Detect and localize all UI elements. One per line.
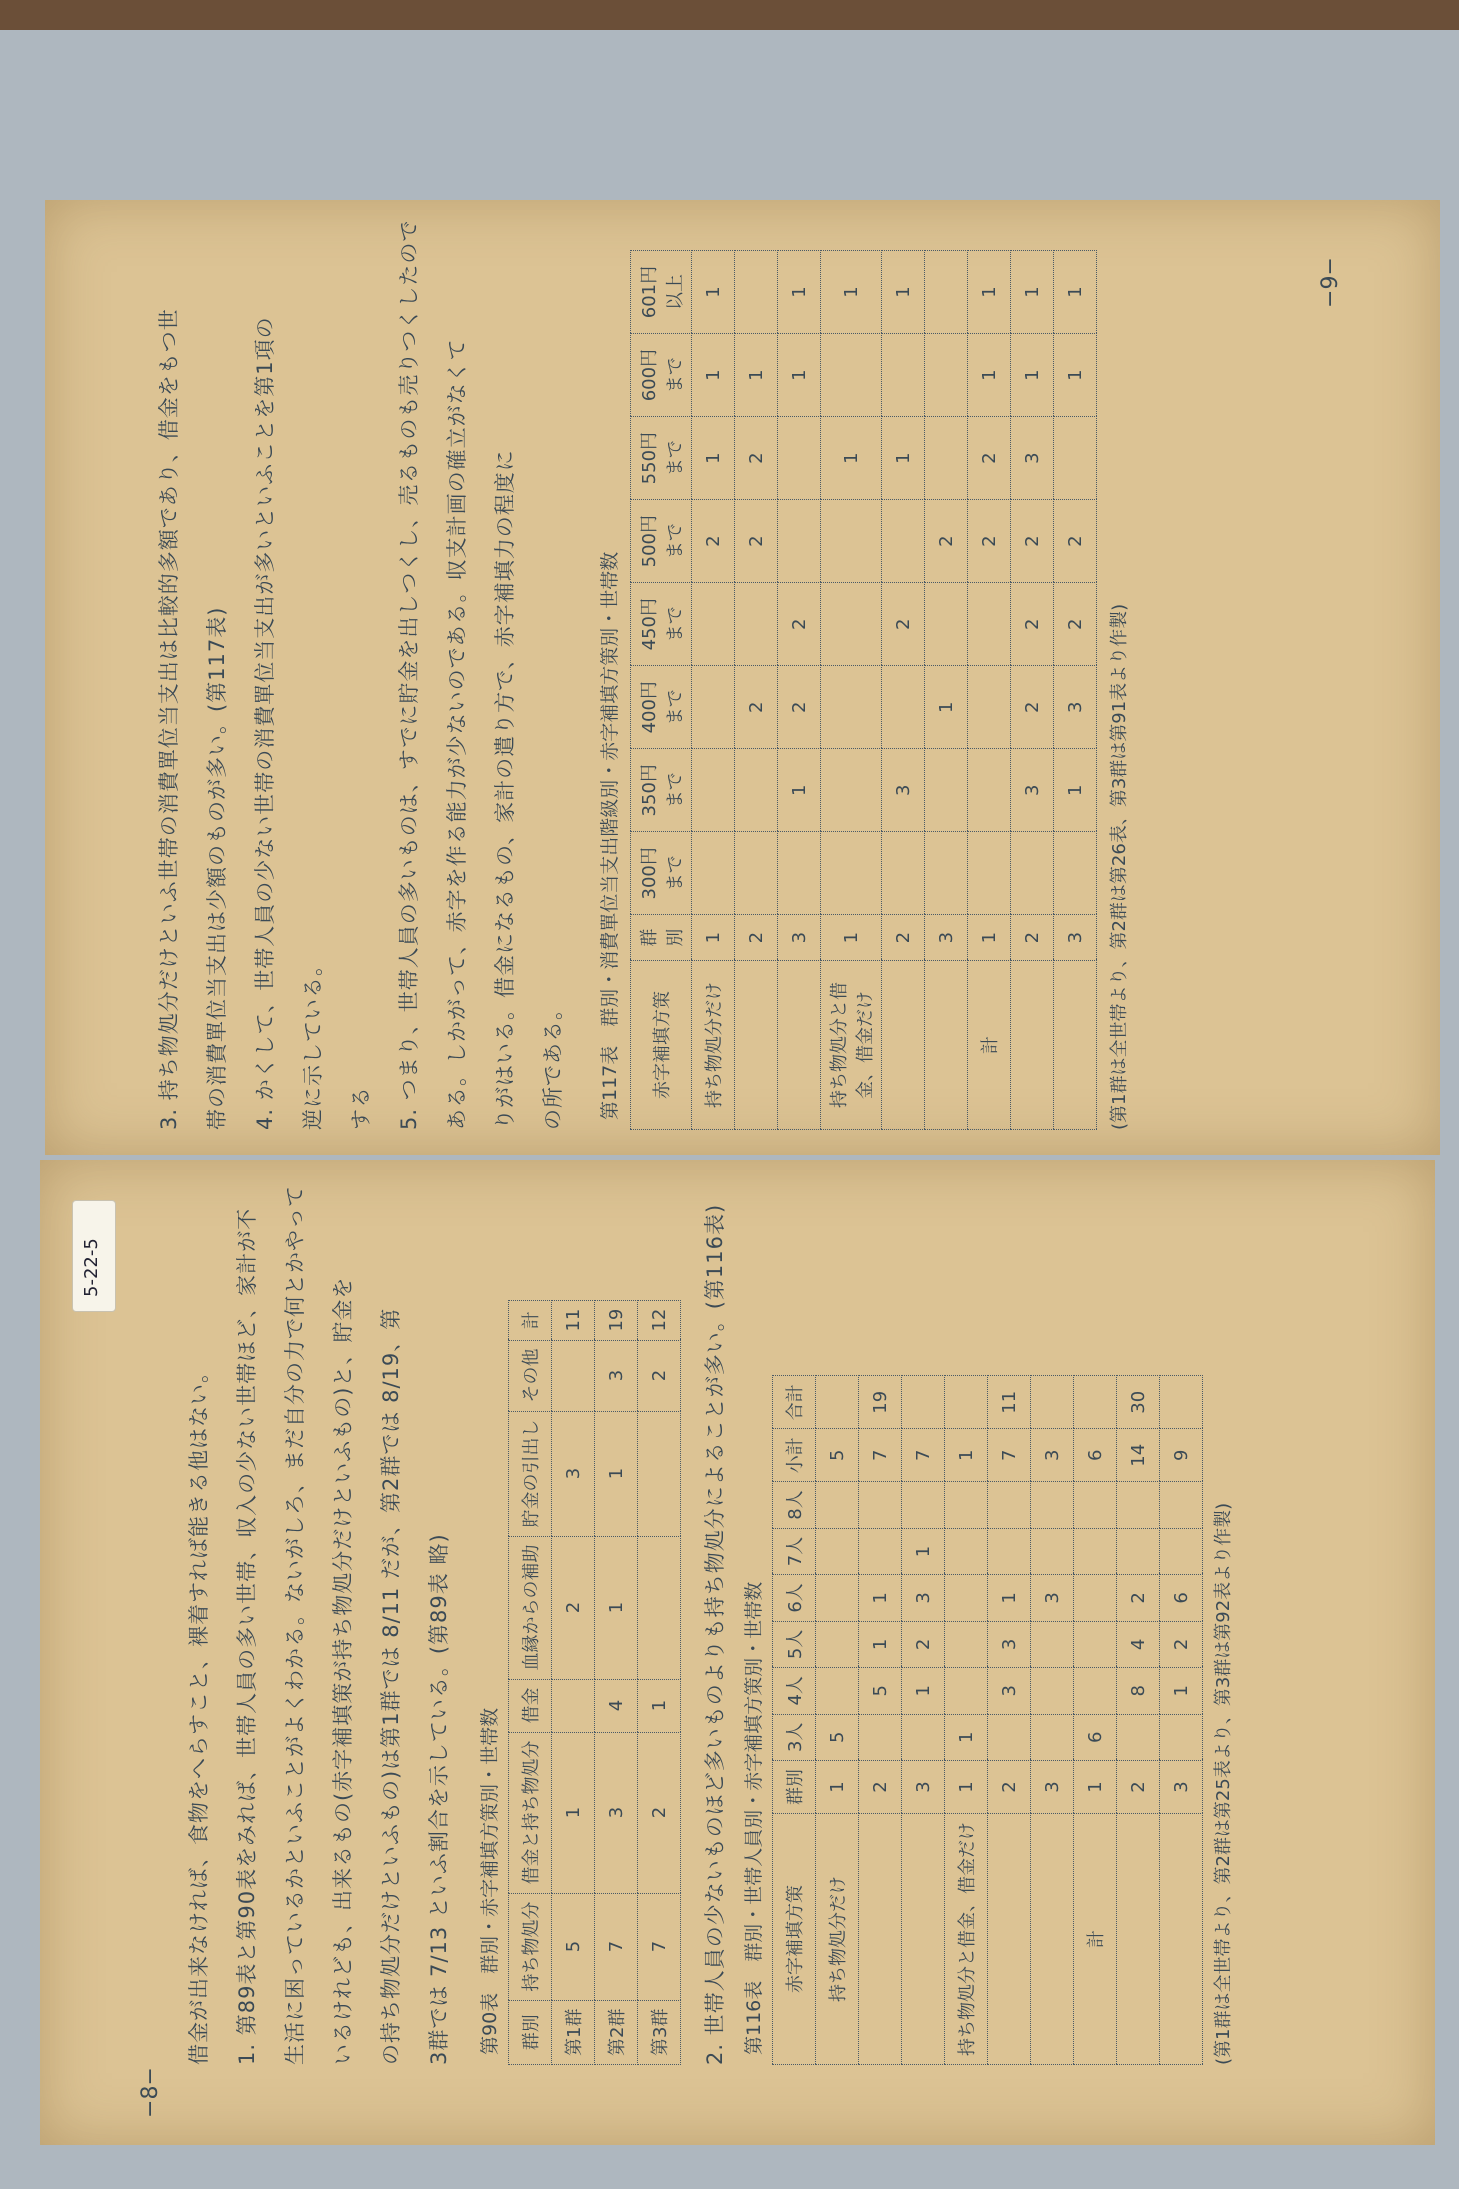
table-cell (735, 583, 778, 666)
table-cell (1160, 1376, 1203, 1429)
table-cell (821, 334, 882, 417)
table-cell: 1 (945, 1429, 988, 1482)
table-cell (816, 1621, 859, 1667)
paragraph: 5. つまり、世帯人員の多いものは、すでに貯金を出しつくし、売るものも売りつくしたので (397, 219, 421, 1130)
paragraph: ある。しかがって、赤字を作る能力が少ないのである。収支計画の確立がなくて (445, 338, 469, 1130)
table-cell (945, 1376, 988, 1429)
table-cell (988, 1814, 1031, 2065)
wood-background (0, 0, 1459, 30)
table-header-cell: 3人 (773, 1714, 816, 1760)
table-cell: 2 (692, 500, 735, 583)
table-cell (1117, 1714, 1160, 1760)
table-row (945, 1376, 988, 2065)
table-cell: 1 (902, 1668, 945, 1714)
table-cell (1117, 1482, 1160, 1528)
table-cell (859, 1482, 902, 1528)
table-cell: 1 (778, 251, 821, 334)
paragraph: の持ち物処分だけといふもの)は第1群では 8/11 だが、第2群では 8/19、第 (379, 1307, 403, 2065)
table-cell (925, 417, 968, 500)
table-cell (882, 960, 925, 1129)
table-cell: 7 (988, 1429, 1031, 1482)
table-cell (902, 1814, 945, 2065)
table-title: 第117表 群別・消費單位当支出階級別・赤字補填方策別・世帯数 (599, 551, 621, 1120)
table-note: (第1群は全世帯より、第2群は第25表より、第3群は第92表より作製) (1213, 1502, 1234, 2065)
table-cell (988, 1714, 1031, 1760)
archive-label: 5-22-5 (81, 1238, 102, 1297)
table-cell: 6 (1074, 1714, 1117, 1760)
table-cell (945, 1528, 988, 1574)
table-cell (925, 334, 968, 417)
table-cell: 2 (1011, 500, 1054, 583)
table-cell (816, 1482, 859, 1528)
table-row (988, 1376, 1031, 2065)
table-cell: 2 (638, 1732, 681, 1893)
table-cell (778, 960, 821, 1129)
table-cell (882, 334, 925, 417)
table-cell (778, 417, 821, 500)
table-row (816, 1376, 859, 2065)
table-cell: 3 (988, 1621, 1031, 1667)
paragraph: 逆に示している。 (301, 954, 325, 1130)
table-header-cell: 601円以上 (631, 251, 692, 334)
table-header-row (631, 251, 692, 1130)
table-cell: 1 (821, 251, 882, 334)
table-row (778, 251, 821, 1130)
table-cell (1074, 1528, 1117, 1574)
table-cell: 計 (968, 960, 1011, 1129)
table-row (1117, 1376, 1160, 2065)
table-cell: 1 (595, 1411, 638, 1536)
table-cell: 2 (1117, 1575, 1160, 1621)
table-row (735, 251, 778, 1130)
table-cell (735, 749, 778, 832)
table-cell: 第1群 (552, 2000, 595, 2064)
table-cell: 3 (882, 749, 925, 832)
table-cell (1160, 1814, 1203, 2065)
table-cell (1031, 1482, 1074, 1528)
table-cell (882, 666, 925, 749)
table-header-cell: 550円まで (631, 417, 692, 500)
table-cell (1074, 1668, 1117, 1714)
table-cell (925, 749, 968, 832)
table-header-cell: 群別 (509, 2000, 552, 2064)
table-cell (925, 832, 968, 915)
table-header-cell: その他 (509, 1340, 552, 1411)
table-cell: 12 (638, 1300, 681, 1340)
paragraph: の所である。 (541, 998, 565, 1130)
table-cell (816, 1668, 859, 1714)
table-row (692, 251, 735, 1130)
table-cell: 2 (859, 1761, 902, 1814)
table-cell: 2 (968, 417, 1011, 500)
table-header-cell: 4人 (773, 1668, 816, 1714)
table-cell: 1 (1054, 334, 1097, 417)
table-header-cell: 赤字補填方策 (773, 1814, 816, 2065)
table-cell: 1 (968, 334, 1011, 417)
table-cell (552, 1679, 595, 1732)
archive-label-tag (72, 1200, 116, 1312)
table-header-cell: 600円まで (631, 334, 692, 417)
table-header-cell: 合計 (773, 1376, 816, 1429)
table-cell: 2 (1011, 915, 1054, 961)
table-cell (1054, 960, 1097, 1129)
table-cell: 1 (595, 1536, 638, 1679)
table-cell: 9 (1160, 1429, 1203, 1482)
table-cell: 3 (988, 1668, 1031, 1714)
table-cell (988, 1528, 1031, 1574)
table-cell: 3 (1031, 1575, 1074, 1621)
table-cell: 7 (638, 1893, 681, 2000)
table-cell: 2 (735, 915, 778, 961)
table-cell: 7 (902, 1429, 945, 1482)
table-cell: 持ち物処分と借金、借金だけ (945, 1814, 988, 2065)
page-9-content (145, 219, 1131, 1130)
table-header-cell: 赤字補填方策 (631, 960, 692, 1129)
table-cell (968, 749, 1011, 832)
table-title: 第90表 群別・赤字補填方策別・世帯数 (479, 1707, 501, 2055)
table-cell (816, 1528, 859, 1574)
table-row (552, 1300, 595, 2064)
table-cell: 2 (1054, 583, 1097, 666)
table-cell: 1 (988, 1575, 1031, 1621)
table-cell (859, 1814, 902, 2065)
table-cell: 1 (968, 915, 1011, 961)
table-cell (821, 583, 882, 666)
table-cell: 1 (816, 1761, 859, 1814)
table-row (1074, 1376, 1117, 2065)
table-cell: 5 (816, 1714, 859, 1760)
table-row (882, 251, 925, 1130)
table-cell: 19 (859, 1376, 902, 1429)
table-cell: 7 (595, 1893, 638, 2000)
page-number: −9− (1317, 257, 1343, 308)
table-cell (692, 583, 735, 666)
table-cell: 1 (859, 1621, 902, 1667)
table-cell: 1 (882, 417, 925, 500)
table-cell (552, 1340, 595, 1411)
table-cell: 8 (1117, 1668, 1160, 1714)
table-cell (902, 1376, 945, 1429)
table-cell: 1 (1011, 251, 1054, 334)
table-note: (第1群は全世帯より、第2群は第26表、第3群は第91表より作製) (1109, 603, 1130, 1130)
table-header-cell: 貯金の引出し (509, 1411, 552, 1536)
table-cell (735, 251, 778, 334)
table-row (1054, 251, 1097, 1130)
table-cell (945, 1575, 988, 1621)
paragraph: 2. 世帯人員の少ないものほど多いものよりも持ち物処分によることが多い。(第116表) (703, 1203, 727, 2065)
table-cell: 3 (1031, 1761, 1074, 1814)
table-row (859, 1376, 902, 2065)
table-116 (772, 1375, 1203, 2065)
table-117 (630, 250, 1097, 1130)
table-cell: 3 (552, 1411, 595, 1536)
table-cell: 6 (1074, 1429, 1117, 1482)
page-8-content (175, 1185, 1235, 2065)
table-cell: 2 (778, 583, 821, 666)
table-header-cell: 小計 (773, 1429, 816, 1482)
page-number: −8− (137, 2067, 163, 2118)
table-header-cell: 350円まで (631, 749, 692, 832)
table-header-cell: 450円まで (631, 583, 692, 666)
table-cell: 2 (1160, 1621, 1203, 1667)
table-cell: 30 (1117, 1376, 1160, 1429)
table-cell: 4 (1117, 1621, 1160, 1667)
table-cell: 2 (988, 1761, 1031, 1814)
table-cell (692, 832, 735, 915)
table-cell (778, 832, 821, 915)
table-cell: 1 (821, 417, 882, 500)
table-cell: 3 (595, 1340, 638, 1411)
table-row (1160, 1376, 1203, 2065)
paragraph: 生活に困っているかといふことがよくわかる。ないがしろ、まだ自分の力で何とかやって (283, 1185, 307, 2065)
table-cell: 1 (925, 666, 968, 749)
table-cell (821, 832, 882, 915)
table-cell: 2 (735, 417, 778, 500)
table-header-row (509, 1300, 552, 2064)
table-cell: 2 (882, 915, 925, 961)
table-header-cell: 300円まで (631, 832, 692, 915)
table-cell: 3 (778, 915, 821, 961)
table-header-cell: 5人 (773, 1621, 816, 1667)
table-cell: 持ち物処分と借金、借金だけ (821, 960, 882, 1129)
table-cell (902, 1482, 945, 1528)
table-cell: 2 (778, 666, 821, 749)
table-cell: 1 (692, 915, 735, 961)
table-cell (945, 1621, 988, 1667)
table-title: 第116表 群別・世帯人員別・赤字補填方策別・世帯数 (743, 1581, 765, 2055)
table-cell (1117, 1528, 1160, 1574)
table-cell: 持ち物処分だけ (692, 960, 735, 1129)
table-cell: 1 (968, 251, 1011, 334)
table-row (968, 251, 1011, 1130)
table-header-cell: 血縁からの補助 (509, 1536, 552, 1679)
table-cell (1074, 1621, 1117, 1667)
table-cell (1031, 1528, 1074, 1574)
table-cell: 3 (1011, 417, 1054, 500)
table-cell (1074, 1376, 1117, 1429)
paragraph: 4. かくして、世帯人員の少ない世帯の消費單位当支出が多いといふことを第1項の (253, 316, 277, 1130)
table-cell: 6 (1160, 1575, 1203, 1621)
table-cell (821, 500, 882, 583)
table-cell: 5 (859, 1668, 902, 1714)
table-cell (692, 749, 735, 832)
table-cell: 1 (945, 1761, 988, 1814)
table-cell (925, 251, 968, 334)
table-cell: 1 (778, 334, 821, 417)
table-header-cell: 群別 (631, 915, 692, 961)
table-cell (945, 1668, 988, 1714)
table-cell (778, 500, 821, 583)
table-cell (1160, 1528, 1203, 1574)
table-cell (692, 666, 735, 749)
table-cell: 7 (859, 1429, 902, 1482)
table-cell: 3 (1054, 666, 1097, 749)
table-cell (968, 583, 1011, 666)
table-cell: 1 (692, 417, 735, 500)
table-cell: 2 (552, 1536, 595, 1679)
table-cell (1011, 832, 1054, 915)
table-cell: 2 (1117, 1761, 1160, 1814)
table-row (1031, 1376, 1074, 2065)
table-cell: 2 (968, 500, 1011, 583)
table-90 (508, 1300, 681, 2065)
table-cell: 1 (1074, 1761, 1117, 1814)
table-header-cell: 500円まで (631, 500, 692, 583)
table-cell: 3 (1011, 749, 1054, 832)
table-cell: 1 (552, 1732, 595, 1893)
table-cell (925, 583, 968, 666)
table-cell (902, 1714, 945, 1760)
table-cell (735, 960, 778, 1129)
table-cell (1011, 960, 1054, 1129)
table-cell: 1 (1160, 1668, 1203, 1714)
table-header-cell: 計 (509, 1300, 552, 1340)
table-cell: 1 (1054, 251, 1097, 334)
table-cell: 2 (902, 1621, 945, 1667)
paragraph: 借金が出来なければ、食物をへらすこと、裸着すれば能きる他はない。 (187, 1361, 211, 2065)
table-cell: 2 (882, 583, 925, 666)
table-cell: 3 (925, 915, 968, 961)
table-cell (816, 1575, 859, 1621)
paragraph: りがはいる。借金になるもの、家計の遣り方で、赤字補填力の程度に (493, 449, 517, 1130)
table-cell (968, 832, 1011, 915)
table-header-cell: 群別 (773, 1761, 816, 1814)
table-cell: 1 (692, 251, 735, 334)
table-cell: 5 (552, 1893, 595, 2000)
table-cell: 第3群 (638, 2000, 681, 2064)
table-cell: 1 (778, 749, 821, 832)
table-header-cell: 持ち物処分 (509, 1893, 552, 2000)
table-cell (1031, 1714, 1074, 1760)
table-cell: 計 (1074, 1814, 1117, 2065)
table-cell: 1 (882, 251, 925, 334)
table-cell: 3 (1054, 915, 1097, 961)
table-header-cell: 借金と持ち物処分 (509, 1732, 552, 1893)
table-cell: 1 (692, 334, 735, 417)
table-cell: 3 (1031, 1429, 1074, 1482)
table-cell (1031, 1376, 1074, 1429)
table-cell: 1 (821, 915, 882, 961)
table-cell (882, 832, 925, 915)
table-cell: 1 (945, 1714, 988, 1760)
table-cell: 3 (902, 1575, 945, 1621)
table-row (902, 1376, 945, 2065)
table-header-cell: 6人 (773, 1575, 816, 1621)
table-cell (859, 1528, 902, 1574)
table-cell (945, 1482, 988, 1528)
page-9 (45, 200, 1440, 1155)
table-cell (925, 960, 968, 1129)
table-cell: 2 (1054, 500, 1097, 583)
table-cell (882, 500, 925, 583)
table-cell: 2 (1011, 583, 1054, 666)
table-cell: 2 (735, 666, 778, 749)
table-cell (1074, 1575, 1117, 1621)
table-cell: 3 (902, 1761, 945, 1814)
table-cell: 19 (595, 1300, 638, 1340)
table-cell: 1 (859, 1575, 902, 1621)
table-cell: 1 (1011, 334, 1054, 417)
table-cell (638, 1536, 681, 1679)
table-row (595, 1300, 638, 2064)
paragraph: 3群では 7/13 といふ割合を示している。(第89表 略) (427, 1533, 451, 2065)
paragraph: 3. 持ち物処分だけといふ世帯の消費單位当支出は比較的多額であり、借金をもつ世 (157, 308, 181, 1130)
table-cell (1160, 1482, 1203, 1528)
table-cell (968, 666, 1011, 749)
table-cell: 1 (1054, 749, 1097, 832)
table-cell: 3 (1160, 1761, 1203, 1814)
paragraph: 1. 第89表と第90表をみれば、世帯人員の多い世帯、収入の少ない世帯ほど、家計が不 (235, 1207, 259, 2065)
table-header-cell: 8人 (773, 1482, 816, 1528)
table-cell (1031, 1668, 1074, 1714)
table-row (925, 251, 968, 1130)
table-cell (1031, 1621, 1074, 1667)
table-cell: 1 (638, 1679, 681, 1732)
table-cell: 11 (988, 1376, 1031, 1429)
table-cell: 11 (552, 1300, 595, 1340)
paragraph: いるけれども、出来るもの(赤字補填策が持ち物処分だけといふもの)と、貯金を (331, 1276, 355, 2065)
table-cell (859, 1714, 902, 1760)
table-cell (1054, 832, 1097, 915)
table-cell: 1 (735, 334, 778, 417)
table-cell (1117, 1814, 1160, 2065)
table-cell: 持ち物処分だけ (816, 1814, 859, 2065)
table-header-row (773, 1376, 816, 2065)
table-cell: 2 (638, 1340, 681, 1411)
table-row (1011, 251, 1054, 1130)
table-cell (988, 1482, 1031, 1528)
table-cell: 5 (816, 1429, 859, 1482)
table-cell (1054, 417, 1097, 500)
table-cell: 4 (595, 1679, 638, 1732)
table-cell: 第2群 (595, 2000, 638, 2064)
table-cell (1160, 1714, 1203, 1760)
table-header-cell: 400円まで (631, 666, 692, 749)
table-cell: 2 (925, 500, 968, 583)
table-row (638, 1300, 681, 2064)
table-cell (735, 832, 778, 915)
table-cell: 2 (735, 500, 778, 583)
table-cell (638, 1411, 681, 1536)
table-cell: 14 (1117, 1429, 1160, 1482)
table-cell (1074, 1482, 1117, 1528)
paragraph: する (349, 1086, 373, 1130)
table-cell: 3 (595, 1732, 638, 1893)
table-header-cell: 7人 (773, 1528, 816, 1574)
page-8 (40, 1160, 1435, 2145)
paragraph: 帯の消費單位当支出は少額のものが多い。(第117表) (205, 606, 229, 1130)
table-cell: 2 (1011, 666, 1054, 749)
table-cell (816, 1376, 859, 1429)
table-cell (821, 666, 882, 749)
table-cell: 1 (902, 1528, 945, 1574)
table-row (821, 251, 882, 1130)
table-cell (821, 749, 882, 832)
table-header-cell: 借金 (509, 1679, 552, 1732)
table-cell (1031, 1814, 1074, 2065)
